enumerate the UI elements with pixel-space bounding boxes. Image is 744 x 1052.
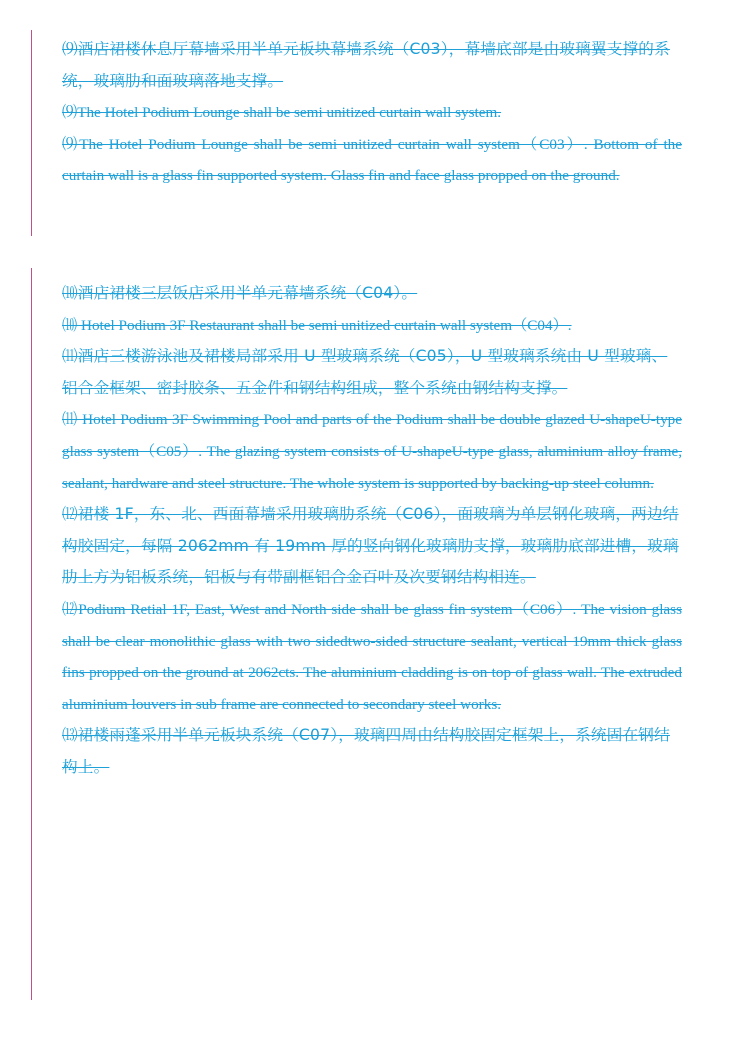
paragraph-c05-english: ⑾ Hotel Podium 3F Swimming Pool and parts of the Podium shall be double glazed U-shapeU-type glass system（C05）. The glazing system consists of U-shapeU-type glass, aluminium alloy frame, sealant, hardware and steel structure. The whole system is supported by backing-up steel column. <box>62 411 682 492</box>
paragraph-c06-chinese: ⑿裙楼 1F，东、北、西面幕墙采用玻璃肋系统（C06），面玻璃为单层钢化玻璃，两边结构胶固定，每隔 2062mm 有 19mm 厚的竖向钢化玻璃肋支撑，玻璃肋底部进槽，玻璃肋上方为铝板系统，铝板与有带副框铝合金百叶及次要钢结构相连。 <box>62 505 679 587</box>
paragraph-c03-chinese: ⑼酒店裙楼休息厅幕墙采用半单元板块幕墙系统（C03），幕墙底部是由玻璃翼支撑的系统，玻璃肋和面玻璃落地支撑。 <box>62 40 670 90</box>
paragraph-c03-english-full: ⑼The Hotel Podium Lounge shall be semi unitized curtain wall system（C03）. Bottom of the curtain wall is a glass fin supported system. Glass fin and face glass propped on the ground. <box>62 135 682 185</box>
revision-change-bar <box>31 30 32 236</box>
revision-change-bar <box>31 268 32 1000</box>
paragraph-c07-chinese: ⒀裙楼雨蓬采用半单元板块系统（C07），玻璃四周由结构胶固定框架上，系统固在钢结构上。 <box>62 726 670 776</box>
paragraph-c04-english: ⑽ Hotel Podium 3F Restaurant shall be semi unitized curtain wall system（C04）. <box>62 316 572 334</box>
paragraph-c06-english: ⑿Podium Retial 1F, East, West and North side shall be glass fin system（C06）. The vision glass shall be clear monolithic glass with two sidedtwo-sided structure sealant, vertical 19mm thick glass fins propped on the ground at 2062cts. The aluminium cladding is on top of glass wall. The extruded aluminium louvers in sub frame are connected to secondary steel works. <box>62 600 682 713</box>
paragraph-c05-chinese: ⑾酒店三楼游泳池及裙楼局部采用 U 型玻璃系统（C05），U 型玻璃系统由 U 型玻璃、铝合金框架、密封胶条、五金件和钢结构组成，整个系统由钢结构支撑。 <box>62 347 668 397</box>
paragraph-c04-chinese: ⑽酒店裙楼三层饭店采用半单元幕墙系统（C04）。 <box>62 284 418 302</box>
paragraph-c03-english-short: ⑼The Hotel Podium Lounge shall be semi unitized curtain wall system. <box>62 104 502 122</box>
section-c03-lounge <box>62 34 682 192</box>
section-c04-c07-podium <box>62 278 682 784</box>
